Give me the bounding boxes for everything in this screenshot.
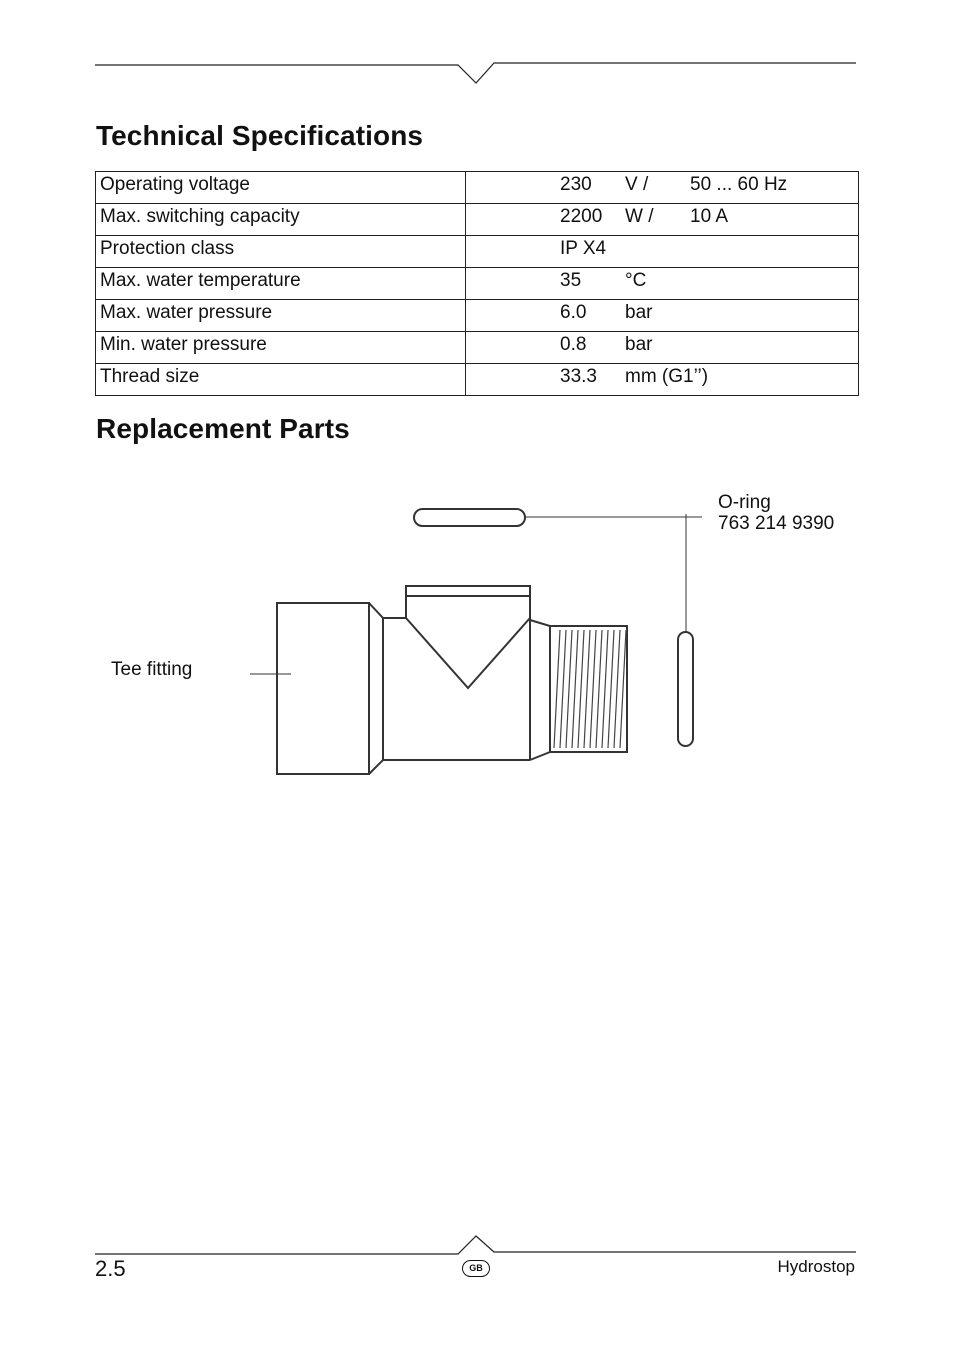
tee-taper-left	[369, 603, 383, 774]
oring-name: O-ring	[718, 492, 771, 513]
tee-taper-right	[530, 620, 550, 760]
tee-thread-outline	[550, 626, 627, 752]
spec-label: Thread size	[96, 364, 466, 396]
tee-fitting-label: Tee fitting	[111, 659, 193, 680]
thread-line	[584, 630, 590, 748]
footer-title: Hydrostop	[777, 1257, 855, 1276]
thread-line	[554, 630, 560, 748]
oring-label	[718, 492, 834, 534]
thread-line	[566, 630, 572, 748]
spec-value-v2: °C	[625, 270, 647, 291]
spec-value-v2: W /	[625, 206, 654, 227]
spec-value-v2: V /	[625, 174, 649, 195]
thread-line	[614, 630, 620, 748]
specifications-heading: Technical Specifications	[96, 120, 424, 151]
spec-value-v1: 35	[560, 270, 582, 291]
tee-socket-shape	[277, 603, 369, 774]
tee-branch-cap	[406, 586, 530, 596]
oring-side-shape	[678, 632, 693, 746]
thread-line	[608, 630, 614, 748]
spec-value-v1: 2200	[560, 206, 603, 227]
spec-value-v2: bar	[625, 302, 653, 323]
thread-line	[596, 630, 602, 748]
language-badge: GB	[462, 1260, 490, 1277]
spec-label: Max. water pressure	[96, 300, 466, 332]
spec-value-v1: 0.8	[560, 334, 587, 355]
spec-value-v1: 6.0	[560, 302, 587, 323]
spec-value-v1: 230	[560, 174, 592, 195]
thread-line	[578, 630, 584, 748]
spec-value-v2: bar	[625, 334, 653, 355]
oring-top-shape	[414, 509, 525, 526]
thread-line	[560, 630, 566, 748]
oring-part-number: 763 214 9390	[718, 513, 835, 534]
thread-line	[620, 630, 626, 748]
spec-value-v1: IP X4	[560, 238, 607, 259]
spec-value-v2: mm (G1’’)	[625, 366, 709, 387]
spec-label: Max. switching capacity	[96, 204, 466, 236]
thread-line	[602, 630, 608, 748]
spec-value-v3: 10 A	[690, 206, 729, 227]
spec-value-v1: 33.3	[560, 366, 597, 387]
spec-value-v3: 50 ... 60 Hz	[690, 174, 788, 195]
thread-line	[572, 630, 578, 748]
thread-line	[590, 630, 596, 748]
spec-label: Protection class	[96, 236, 466, 268]
replacement-parts-heading: Replacement Parts	[96, 413, 350, 444]
spec-label: Min. water pressure	[96, 332, 466, 364]
tee-branch-v	[406, 618, 530, 688]
spec-label: Operating voltage	[96, 172, 466, 204]
spec-label: Max. water temperature	[96, 268, 466, 300]
page-number: 2.5	[95, 1256, 126, 1281]
